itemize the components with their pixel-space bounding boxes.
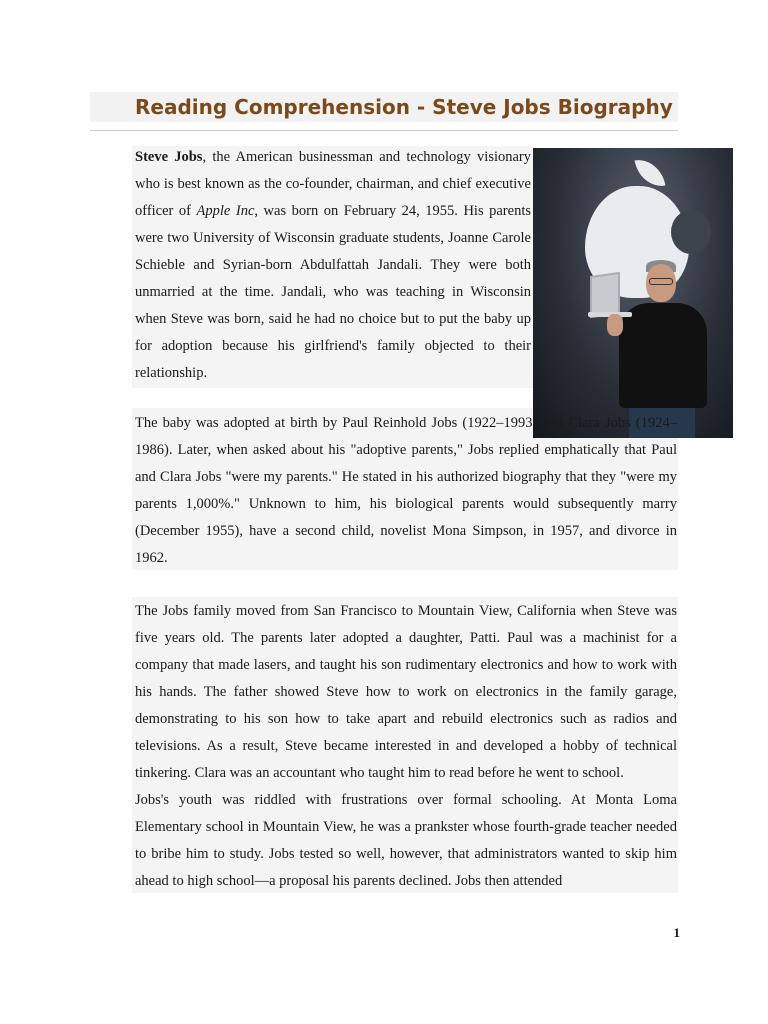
paragraph-adoption: The baby was adopted at birth by Paul Reinhold Jobs (1922–1993) and Clara Jobs (1924–1986). Later, when asked about his "adoptive parents," Jobs replied emphatically that Paul and Clara Jobs "were my parents." He stated in his authorized biography that they "were my parents 1,000%." Unknown to him, his biological parents would subsequently marry (December 1955), have a second child, novelist Mona Simpson, in 1957, and divorce in 1962. [135, 415, 677, 566]
glasses [649, 278, 673, 285]
paragraph-intro-text-b: , was born on February 24, 1955. His parents were two University of Wisconsin graduate students, Joanne Carole Schieble and Syrian-born Abdulfattah Jandali. They were both unmarried at the time. Jandali, who was teaching in Wisconsin when Steve was born, said he had no choice but to put the baby up for adoption because his girlfriend's family objected to their relationship. [135, 203, 531, 381]
apple-logo-leaf [635, 156, 666, 190]
paragraph-intro-text-a: , the American businessman and technology visionary who is best known as the co-founder, chairman, and chief executive officer of [135, 149, 532, 219]
hand [607, 314, 623, 336]
company-name: Apple Inc [196, 203, 255, 219]
paragraph-schooling: Jobs's youth was riddled with frustrations over formal schooling. At Monta Loma Elementary school in Mountain View, he was a prankster whose fourth-grade teacher needed to bribe him to study. Jobs tested so well, however, that administrators wanted to skip him ahead to high school—a proposal his parents declined. Jobs then attended [135, 792, 677, 889]
apple-logo-bite [671, 210, 711, 254]
document-title: Reading Comprehension - Steve Jobs Biography [135, 95, 673, 119]
paragraph-family: The Jobs family moved from San Francisco to Mountain View, California when Steve was five years old. The parents later adopted a daughter, Patti. Paul was a machinist for a company that made lasers, and taught his son rudimentary electronics and how to work with his hands. The father showed Steve how to work on electronics in the family garage, demonstrating to his son how to take apart and rebuild electronics such as radios and televisions. As a result, Steve became interested in and developed a hobby of technical tinkering. Clara was an accountant who taught him to read before he went to school. [135, 603, 677, 781]
steve-jobs-photo [533, 148, 733, 438]
subject-name: Steve Jobs [135, 149, 203, 165]
paragraph-intro [135, 144, 531, 387]
title-divider [90, 130, 678, 131]
page-number: 1 [673, 925, 680, 940]
person-body [619, 303, 707, 408]
